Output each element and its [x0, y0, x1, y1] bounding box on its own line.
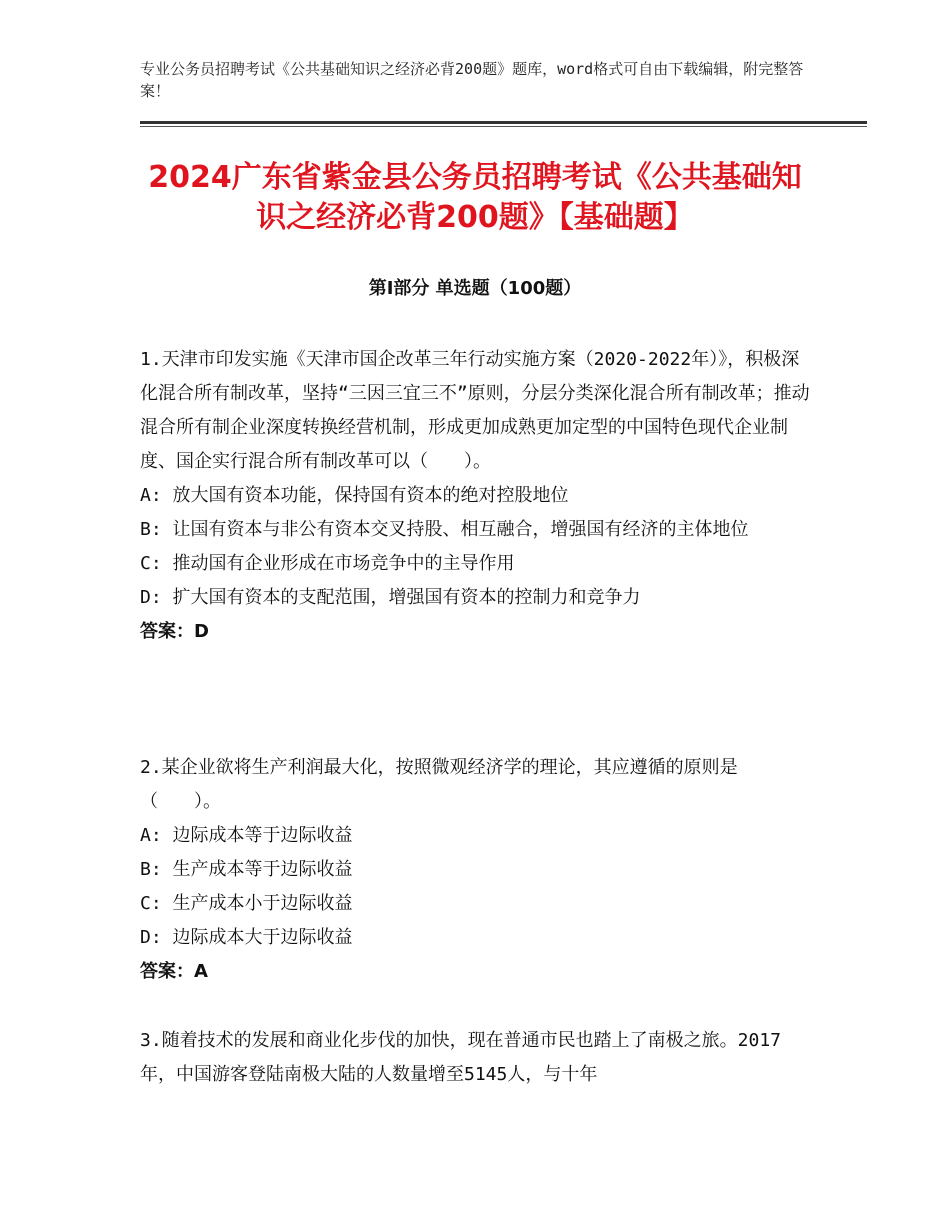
question-3	[140, 1024, 812, 1092]
option-a: A: 放大国有资本功能，保持国有资本的绝对控股地位	[140, 485, 569, 506]
header-rule-thick	[140, 121, 867, 124]
document-title: 2024广东省紫金县公务员招聘考试《公共基础知识之经济必背200题》【基础题】	[148, 160, 802, 235]
option-d: D: 边际成本大于边际收益	[140, 927, 353, 948]
question-2	[140, 751, 812, 989]
question-stem: 1.天津市印发实施《天津市国企改革三年行动实施方案（2020-2022年）》，积极深化混合所有制改革，坚持“三因三宜三不”原则，分层分类深化混合所有制改革；推动混合所有制企业深度转换经营机制，形成更加成熟更加定型的中国特色现代企业制度、国企实行混合所有制改革可以（ ）。	[140, 349, 810, 472]
option-d: D: 扩大国有资本的支配范围，增强国有资本的控制力和竞争力	[140, 587, 641, 608]
answer: 答案：D	[140, 621, 209, 642]
header-rule-thin	[140, 126, 867, 127]
question-stem: 2.某企业欲将生产利润最大化，按照微观经济学的理论，其应遵循的原则是（ ）。	[140, 757, 738, 812]
option-b: B: 生产成本等于边际收益	[140, 859, 353, 880]
option-c: C: 生产成本小于边际收益	[140, 893, 353, 914]
section-title: 第Ⅰ部分 单选题（100题）	[368, 278, 582, 299]
option-a: A: 边际成本等于边际收益	[140, 825, 353, 846]
answer: 答案：A	[140, 961, 208, 982]
option-c: C: 推动国有企业形成在市场竞争中的主导作用	[140, 553, 515, 574]
question-stem: 3.随着技术的发展和商业化步伐的加快，现在普通市民也踏上了南极之旅。2017年，中国游客登陆南极大陆的人数量增至5145人，与十年	[140, 1030, 782, 1085]
header-note: 专业公务员招聘考试《公共基础知识之经济必背200题》题库，word格式可自由下载编辑，附完整答案！	[140, 60, 804, 100]
option-b: B: 让国有资本与非公有资本交叉持股、相互融合，增强国有经济的主体地位	[140, 519, 749, 540]
question-1	[140, 343, 812, 649]
